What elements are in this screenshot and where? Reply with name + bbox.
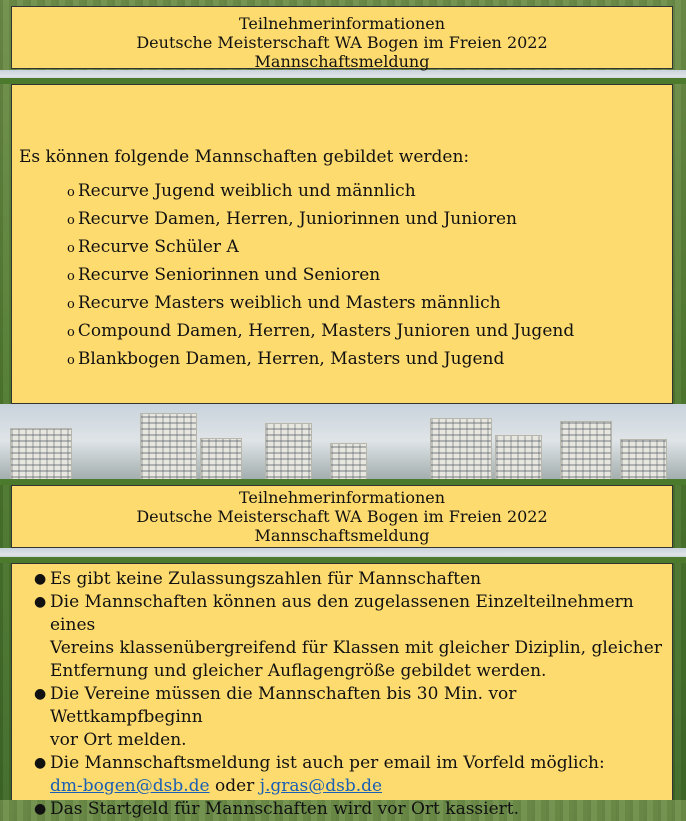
slide1-header-line3: Mannschaftsmeldung <box>254 52 430 71</box>
list-item-text: vor Ort melden. <box>50 730 187 750</box>
or-text: oder <box>215 776 255 796</box>
slide2-header-line3: Mannschaftsmeldung <box>254 526 430 545</box>
list-item-text: Compound Damen, Herren, Masters Junioren und Jugend <box>77 321 575 341</box>
list-item-text: Recurve Damen, Herren, Juniorinnen und Junioren <box>77 209 517 229</box>
slide1-header <box>11 6 673 69</box>
list-item <box>32 568 672 591</box>
bullet-icon: ● <box>34 755 47 771</box>
list-item-text: Recurve Masters weiblich und Masters männlich <box>77 293 501 313</box>
list-item-text: Recurve Schüler A <box>77 237 239 257</box>
list-item-text: Vereins klassenübergreifend für Klassen mit gleicher Diziplin, gleicher <box>50 638 662 658</box>
background-photo-strip-top <box>0 70 686 84</box>
list-item-text: Recurve Seniorinnen und Senioren <box>77 265 381 285</box>
email-link-dm-bogen[interactable]: dm-bogen@dsb.de <box>50 776 210 796</box>
circle-bullet-icon: o <box>67 325 75 340</box>
slide2-header-line1: Teilnehmerinformationen <box>238 488 446 507</box>
slide2-content <box>11 563 673 819</box>
list-item <box>67 317 574 345</box>
list-item-text: Recurve Jugend weiblich und männlich <box>77 181 416 201</box>
circle-bullet-icon: o <box>67 185 75 200</box>
circle-bullet-icon: o <box>67 213 75 228</box>
circle-bullet-icon: o <box>67 241 75 256</box>
bullet-icon: ● <box>34 686 47 702</box>
list-item <box>67 261 574 289</box>
list-item <box>67 177 574 205</box>
list-item <box>67 345 574 373</box>
slide2-header <box>11 485 673 548</box>
list-item-text: Das Startgeld für Mannschaften wird vor Ort kassiert. <box>50 799 520 819</box>
list-item <box>67 289 574 317</box>
list-item <box>67 205 574 233</box>
list-item <box>67 233 574 261</box>
slide1-intro: Es können folgende Mannschaften gebildet werden: <box>19 147 470 167</box>
list-item-text: Entfernung und gleicher Auflagengröße gebildet werden. <box>50 661 547 681</box>
list-item <box>32 752 672 798</box>
slide1-header-line1: Teilnehmerinformationen <box>238 14 446 33</box>
list-item-text: Die Vereine müssen die Mannschaften bis 30 Min. vor Wettkampfbeginn <box>50 684 517 727</box>
list-item-text: Es gibt keine Zulassungszahlen für Mannschaften <box>50 569 482 589</box>
email-link-gras[interactable]: j.gras@dsb.de <box>259 776 383 796</box>
slide1-content <box>11 84 673 404</box>
list-item-text: Die Mannschaftsmeldung ist auch per email im Vorfeld möglich: <box>50 753 605 773</box>
slide2-header-line2: Deutsche Meisterschaft WA Bogen im Freien 2022 <box>136 507 548 526</box>
list-item-text: Blankbogen Damen, Herren, Masters und Jugend <box>77 349 505 369</box>
background-photo-strip-lower <box>0 548 686 563</box>
background-photo-strip-middle <box>0 404 686 485</box>
bullet-icon: ● <box>34 594 47 610</box>
circle-bullet-icon: o <box>67 297 75 312</box>
list-item <box>32 798 672 821</box>
bullet-icon: ● <box>34 571 47 587</box>
circle-bullet-icon: o <box>67 353 75 368</box>
list-item <box>32 683 672 752</box>
circle-bullet-icon: o <box>67 269 75 284</box>
team-list <box>67 177 574 373</box>
bullet-icon: ● <box>34 801 47 817</box>
list-item <box>32 591 672 683</box>
info-list <box>32 568 672 821</box>
slide1-header-line2: Deutsche Meisterschaft WA Bogen im Freien 2022 <box>136 33 548 52</box>
list-item-text: Die Mannschaften können aus den zugelassenen Einzelteilnehmern eines <box>50 592 634 635</box>
